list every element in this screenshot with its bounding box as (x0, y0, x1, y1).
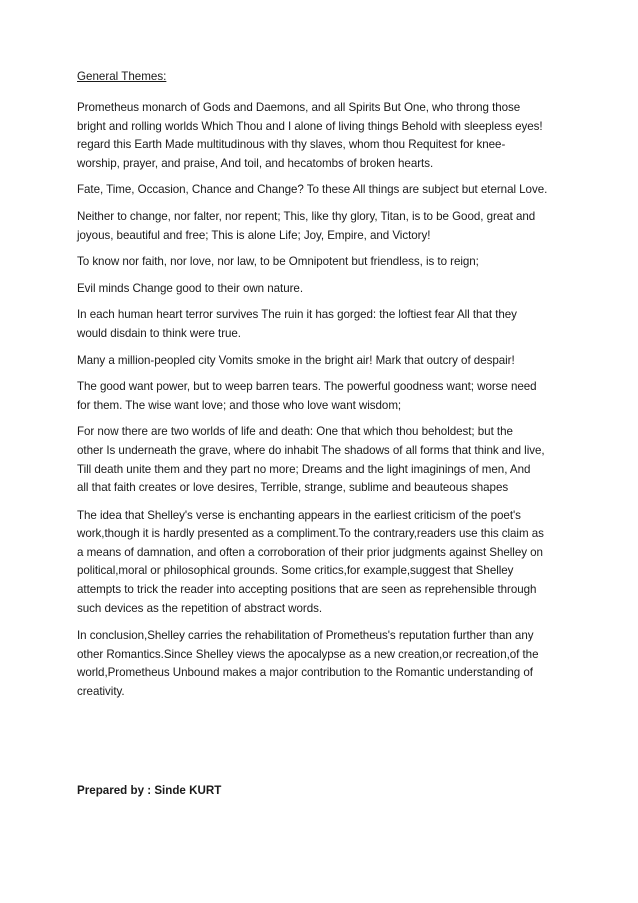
text-line: For now there are two worlds of life and death: One that which thou beholdest; but the (77, 425, 513, 439)
text-line: Many a million-peopled city Vomits smoke in the bright air! Mark that outcry of despair! (77, 353, 515, 367)
text-line: In conclusion,Shelley carries the rehabilitation of Prometheus's reputation further than any (77, 629, 534, 643)
text-line: other Romantics.Since Shelley views the apocalypse as a new creation,or recreation,of the (77, 647, 539, 661)
section-heading: General Themes: (77, 70, 167, 83)
text-line: Evil minds Change good to their own nature. (77, 281, 303, 295)
body-text (77, 99, 565, 702)
text-line: Fate, Time, Occasion, Chance and Change? To these All things are subject but eternal Love. (77, 183, 548, 197)
text-line: To know nor faith, nor love, nor law, to be Omnipotent but friendless, is to reign; (77, 255, 479, 269)
text-line: bright and rolling worlds Which Thou and I alone of living things Behold with sleepless eyes! (77, 119, 543, 133)
text-line: The idea that Shelley's verse is enchanting appears in the earliest criticism of the poet's (77, 508, 521, 522)
text-line: In each human heart terror survives The ruin it has gorged: the loftiest fear All that they (77, 308, 517, 322)
author-credit: Prepared by : Sinde KURT (77, 783, 222, 797)
text-line: attempts to trick the reader into accepting positions that are seen as reprehensible through (77, 583, 537, 597)
text-line: Neither to change, nor falter, nor repent; This, like thy glory, Titan, is to be Good, great and (77, 209, 536, 223)
text-line: a means of damnation, and often a corroboration of their prior judgments against Shelley on (77, 545, 543, 559)
text-line: all that faith creates or love desires, Terrible, strange, sublime and beauteous shapes (77, 481, 509, 495)
text-line: political,moral or philosophical grounds. Some critics,for example,suggest that Shelley (77, 564, 514, 578)
text-line: would disdain to think were true. (77, 326, 241, 340)
text-line: regard this Earth Made multitudinous with thy slaves, whom thou Requitest for knee- (77, 138, 506, 152)
text-line: world,Prometheus Unbound makes a major contribution to the Romantic understanding of (77, 666, 533, 680)
text-line: joyous, beautiful and free; This is alone Life; Joy, Empire, and Victory! (77, 228, 431, 242)
document-page (77, 68, 565, 800)
text-line: worship, prayer, and praise, And toil, and hecatombs of broken hearts. (77, 156, 434, 170)
text-line: such devices as the repetition of abstract words. (77, 601, 323, 615)
text-line: work,though it is hardly presented as a compliment.To the contrary,readers use this claim as (77, 527, 544, 541)
text-line: other Is underneath the grave, where do inhabit The shadows of all forms that think and live, (77, 443, 545, 457)
text-line: Till death unite them and they part no more; Dreams and the light imaginings of men, And (77, 462, 531, 476)
text-line: creativity. (77, 685, 125, 699)
text-line: The good want power, but to weep barren tears. The powerful goodness want; worse need (77, 380, 537, 394)
text-line: Prometheus monarch of Gods and Daemons, and all Spirits But One, who throng those (77, 101, 521, 114)
text-line: for them. The wise want love; and those who love want wisdom; (77, 398, 402, 412)
